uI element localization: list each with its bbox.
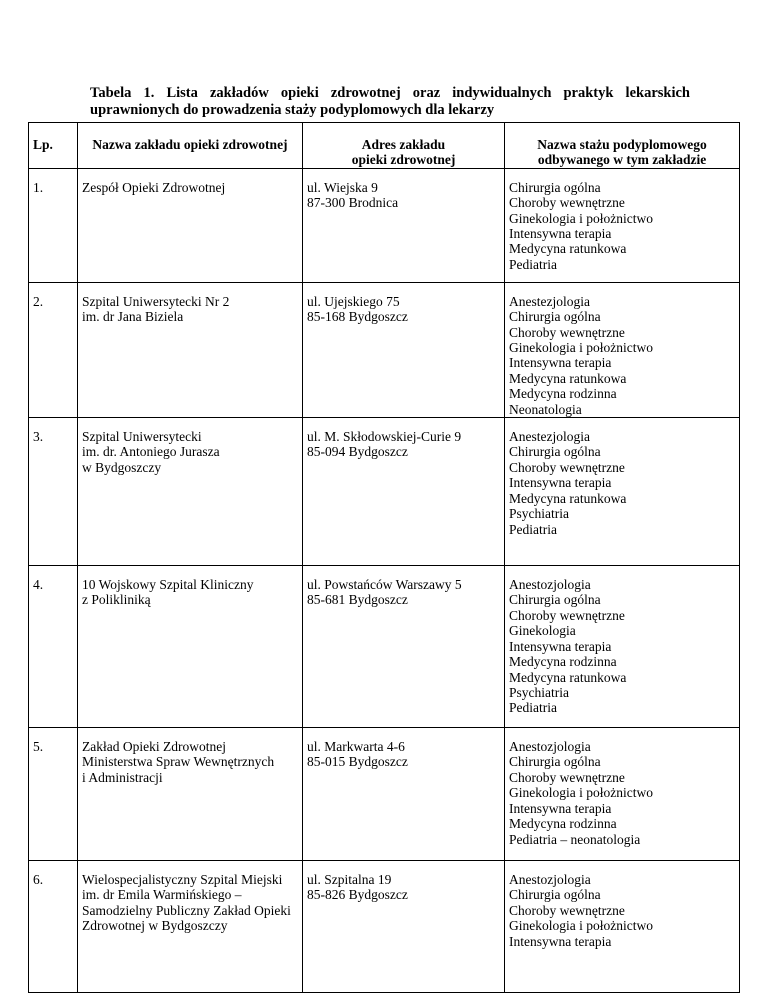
internship-item: Intensywna terapia (509, 638, 612, 654)
internship-item: Choroby wewnętrzne (509, 769, 625, 785)
row-internships (505, 418, 740, 566)
internship-item: Chirurgia ogólna (509, 754, 601, 770)
internship-item: Chirurgia ogólna (509, 309, 601, 325)
internship-item: Choroby wewnętrzne (509, 459, 625, 475)
row-address (303, 728, 505, 861)
facility-name-line: Szpital Uniwersytecki (82, 429, 202, 445)
row-internships (505, 168, 740, 282)
internship-item: Medycyna ratunkowa (509, 241, 627, 257)
internship-item: Pediatria (509, 256, 557, 272)
address-line: 85-094 Bydgoszcz (307, 444, 408, 460)
facility-name-line: Zakład Opieki Zdrowotnej (82, 739, 226, 755)
row-address (303, 282, 505, 417)
internship-item: Intensywna terapia (509, 226, 612, 242)
internship-item: Anestozjologia (509, 577, 591, 593)
internship-item: Ginekologia i położnictwo (509, 210, 653, 226)
row-internships (505, 861, 740, 993)
facility-name-line: i Administracji (82, 769, 163, 785)
internship-item: Medycyna rodzinna (509, 816, 617, 832)
internship-item: Ginekologia (509, 623, 576, 639)
row-internships (505, 728, 740, 861)
row-lp: 2. (29, 282, 78, 417)
internship-item: Chirurgia ogólna (509, 179, 601, 195)
row-address (303, 861, 505, 993)
row-facility-name (78, 861, 303, 993)
address-line: 87-300 Brodnica (307, 195, 399, 211)
internship-item: Chirurgia ogólna (509, 887, 601, 903)
internship-item: Medycyna rodzinna (509, 386, 617, 402)
table-header-row (29, 123, 740, 169)
internship-item: Medycyna ratunkowa (509, 669, 627, 685)
table-row (29, 418, 740, 566)
table-caption: Tabela 1. Lista zakładów opieki zdrowotnej oraz indywidualnych praktyk lekarskich uprawnionych do prowadzenia staży podyplomowych dla lekarzy (90, 85, 690, 118)
row-facility-name (78, 728, 303, 861)
internship-item: Neonatologia (509, 401, 582, 417)
internship-item: Intensywna terapia (509, 800, 612, 816)
internship-item: Pediatria (509, 700, 557, 716)
facility-name-line: Zdrowotnej w Bydgoszczy (82, 918, 228, 934)
internship-item: Intensywna terapia (509, 933, 612, 949)
facility-name-line: Samodzielny Publiczny Zakład Opieki (82, 902, 291, 918)
address-line: 85-681 Bydgoszcz (307, 592, 408, 608)
internship-item: Choroby wewnętrzne (509, 607, 625, 623)
internship-item: Psychiatria (509, 684, 569, 700)
table-row (29, 566, 740, 728)
table-row (29, 282, 740, 417)
internship-item: Anestozjologia (509, 739, 591, 755)
header-name: Nazwa zakładu opieki zdrowotnej (78, 123, 303, 169)
header-address-line: Adres zakładu (361, 137, 446, 152)
address-line: ul. Markwarta 4-6 (307, 739, 405, 755)
row-lp: 3. (29, 418, 78, 566)
internship-item: Intensywna terapia (509, 355, 612, 371)
internship-item: Ginekologia i położnictwo (509, 785, 653, 801)
internship-item: Anestezjologia (509, 429, 590, 445)
internship-item: Choroby wewnętrzne (509, 195, 625, 211)
facility-name-line: Ministerstwa Spraw Wewnętrznych (82, 754, 275, 770)
header-internship-line: Nazwa stażu podyplomowego (537, 137, 707, 152)
header-internship-line: odbywanego w tym zakładzie (537, 152, 707, 168)
header-address-line: opieki zdrowotnej (351, 152, 456, 168)
header-lp: Lp. (29, 123, 78, 169)
address-line: ul. Szpitalna 19 (307, 872, 392, 888)
internship-item: Chirurgia ogólna (509, 444, 601, 460)
row-lp: 4. (29, 566, 78, 728)
internship-item: Medycyna ratunkowa (509, 490, 627, 506)
internship-item: Ginekologia i położnictwo (509, 340, 653, 356)
facility-name-line: z Polikliniką (82, 592, 151, 608)
header-internship (505, 123, 740, 169)
table-row (29, 168, 740, 282)
row-internships (505, 282, 740, 417)
facility-name-line: w Bydgoszczy (82, 459, 162, 475)
internship-item: Medycyna ratunkowa (509, 370, 627, 386)
internship-item: Ginekologia i położnictwo (509, 918, 653, 934)
table-row (29, 861, 740, 993)
facility-name-line: Szpital Uniwersytecki Nr 2 (82, 293, 230, 309)
row-address (303, 418, 505, 566)
internship-item: Anestozjologia (509, 872, 591, 888)
facility-name-line: im. dr. Antoniego Jurasza (82, 444, 220, 460)
row-address (303, 168, 505, 282)
address-line: 85-826 Bydgoszcz (307, 887, 408, 903)
table-row (29, 728, 740, 861)
row-address (303, 566, 505, 728)
internship-item: Psychiatria (509, 506, 569, 522)
row-internships (505, 566, 740, 728)
internship-item: Pediatria (509, 521, 557, 537)
address-line: ul. Powstańców Warszawy 5 (307, 577, 462, 593)
internship-item: Choroby wewnętrzne (509, 902, 625, 918)
row-lp: 6. (29, 861, 78, 993)
facility-name-line: Zespół Opieki Zdrowotnej (82, 179, 226, 195)
internship-item: Anestezjologia (509, 293, 590, 309)
row-facility-name (78, 168, 303, 282)
facilities-table (28, 122, 740, 993)
internship-item: Choroby wewnętrzne (509, 324, 625, 340)
header-address (303, 123, 505, 169)
address-line: ul. Ujejskiego 75 (307, 293, 400, 309)
internship-item: Pediatria – neonatologia (509, 831, 641, 847)
internship-item: Medycyna rodzinna (509, 654, 617, 670)
row-facility-name (78, 566, 303, 728)
address-line: ul. M. Skłodowskiej-Curie 9 (307, 429, 462, 445)
internship-item: Chirurgia ogólna (509, 592, 601, 608)
row-lp: 1. (29, 168, 78, 282)
row-lp: 5. (29, 728, 78, 861)
facility-name-line: 10 Wojskowy Szpital Kliniczny (82, 577, 254, 593)
row-facility-name (78, 282, 303, 417)
address-line: 85-168 Bydgoszcz (307, 309, 408, 325)
address-line: ul. Wiejska 9 (307, 179, 378, 195)
address-line: 85-015 Bydgoszcz (307, 754, 408, 770)
facility-name-line: im. dr Jana Biziela (82, 309, 184, 325)
internship-item: Intensywna terapia (509, 475, 612, 491)
row-facility-name (78, 418, 303, 566)
facility-name-line: im. dr Emila Warmińskiego – (82, 887, 242, 903)
facility-name-line: Wielospecjalistyczny Szpital Miejski (82, 872, 283, 888)
